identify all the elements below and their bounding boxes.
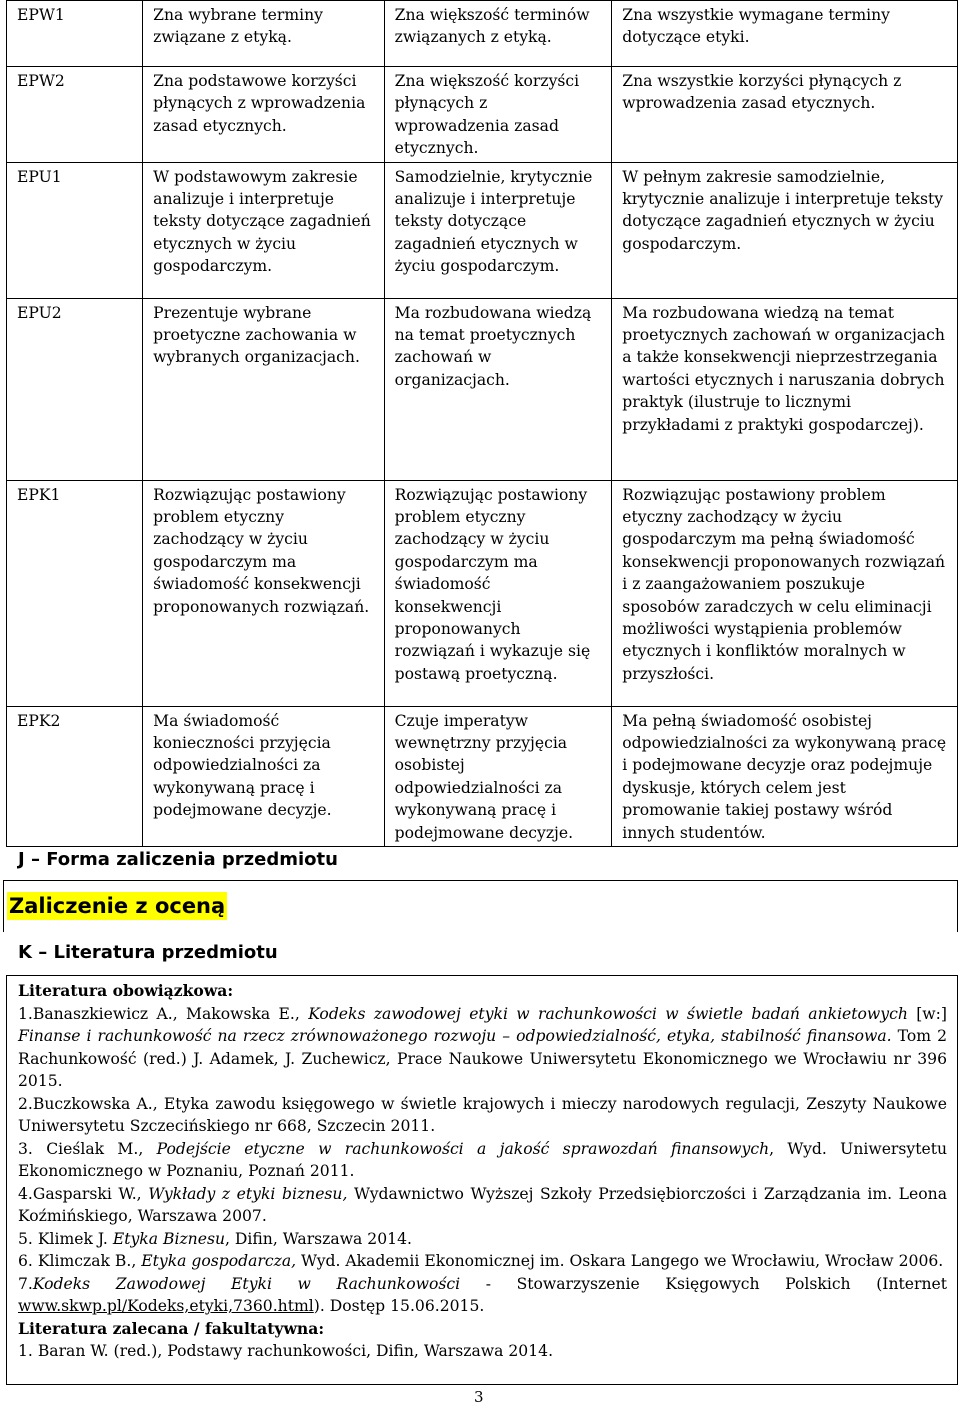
literature-item-text: - Stowarzyszenie Księgowych Polskich (Internet [460, 1274, 947, 1293]
literature-item-text: 1.Banaszkiewicz A., Makowska E., [18, 1004, 309, 1023]
criteria-grade-3: Ma świadomość konieczności przyjęcia odpowiedzialności za wykonywaną pracę i podejmowane decyzje. [143, 706, 384, 846]
literature-item-text: Wyd. Akademii Ekonomicznej im. Oskara Langego we Wrocławiu, Wrocław 2006. [296, 1252, 944, 1270]
criteria-grade-5: W pełnym zakresie samodzielnie, krytycznie analizuje i interpretuje teksty dotyczące zagadnień etycznych w życiu gospodarczym. [612, 162, 958, 298]
criteria-grade-4: Zna większość korzyści płynących z wprowadzenia zasad etycznych. [384, 67, 612, 163]
literature-item-text: , Difin, Warszawa 2014. [225, 1229, 412, 1248]
section-j-heading: J – Forma zaliczenia przedmiotu [18, 849, 338, 870]
criteria-grade-5: Rozwiązując postawiony problem etyczny zachodzący w życiu gospodarczym ma pełną świadomość konsekwencji proponowanych rozwiązań i z zaangażowaniem poszukuje sposobów zaradczych w celu eliminacji możliwości wystąpienia problemów etycznych i konfliktów moralnych w przyszłości. [612, 480, 958, 706]
literature-item [18, 1250, 947, 1273]
literature-item-text: 2.Buczkowska A., Etyka zawodu księgowego w świetle krajowych i mieczy narodowych regulacji, Zeszyty Naukowe Uniwersytetu Szczecińskiego nr 668, Szczecin 2011. [18, 1094, 947, 1135]
literature-item-title: Finanse i rachunkowość na rzecz zrównoważonego rozwoju – odpowiedzialność, etyka, stabilność finansowa. [18, 1027, 892, 1045]
criteria-grade-4: Ma rozbudowana wiedzą na temat proetycznych zachowań w organizacjach. [384, 298, 612, 480]
criteria-grade-5: Ma pełną świadomość osobistej odpowiedzialności za wykonywaną pracę i podejmowane decyzje oraz podejmuje dyskusje, których celem jest promowanie takiej postawy wśród innych studentów. [612, 706, 958, 846]
literature-item-text: Wydawnictwo Wyższej Szkoły Przedsiębiorczości i Zarządzania im. Leona Koźmińskiego, Warszawa 2007. [18, 1184, 947, 1225]
criteria-grade-4: Zna większość terminów związanych z etyką. [384, 1, 612, 67]
table-row [7, 480, 958, 706]
criteria-grade-3: Rozwiązując postawiony problem etyczny zachodzący w życiu gospodarczym ma świadomość konsekwencji proponowanych rozwiązań. [143, 480, 384, 706]
table-row [7, 67, 958, 163]
recommended-literature-label: Literatura zalecana / fakultatywna: [18, 1318, 325, 1338]
literature-item-text: [w:] [907, 1004, 947, 1023]
literature-item-title: Podejście etyczne w rachunkowości a jakość sprawozdań finansowych [156, 1139, 770, 1158]
literature-item [18, 1003, 947, 1093]
literature-item-title: Kodeks zawodowej etyki w rachunkowości w świetle badań ankietowych [308, 1004, 908, 1023]
effect-code: EPU1 [7, 162, 143, 298]
criteria-grade-4: Rozwiązując postawiony problem etyczny zachodzący w życiu gospodarczym ma świadomość konsekwencji proponowanych rozwiązań i wykazuje się postawą proetyczną. [384, 480, 612, 706]
literature-item-text: 7. [18, 1274, 33, 1293]
section-k-heading: K – Literatura przedmiotu [18, 942, 278, 963]
literature-item-title: Wykłady z etyki biznesu, [148, 1184, 348, 1203]
literature-box [6, 975, 958, 1385]
criteria-grade-5: Zna wszystkie wymagane terminy dotyczące etyki. [612, 1, 958, 67]
literature-item [18, 1138, 947, 1183]
table-row [7, 162, 958, 298]
literature-item-text: 4.Gasparski W., [18, 1184, 149, 1203]
literature-item-text: 6. Klimczak B., [18, 1252, 142, 1270]
literature-item-text: ). Dostęp 15.06.2015. [313, 1297, 485, 1315]
literature-item-text: 5. Klimek J. [18, 1229, 113, 1248]
criteria-grade-3: W podstawowym zakresie analizuje i interpretuje teksty dotyczące zagadnień etycznych w życiu gospodarczym. [143, 162, 384, 298]
literature-item-text: 3. Cieślak M., [18, 1139, 157, 1158]
page-number: 3 [474, 1388, 484, 1406]
criteria-grade-3: Zna wybrane terminy związane z etyką. [143, 1, 384, 67]
literature-item [18, 1228, 947, 1251]
learning-effects-table [6, 0, 958, 847]
literature-item-text: , Wyd. Uniwersytetu Ekonomicznego w Poznaniu, Poznań 2011. [18, 1139, 947, 1180]
effect-code: EPK1 [7, 480, 143, 706]
table-row [7, 706, 958, 846]
effect-code: EPW2 [7, 67, 143, 163]
literature-item: 1. Baran W. (red.), Podstawy rachunkowości, Difin, Warszawa 2014. [18, 1342, 554, 1360]
literature-item [18, 1093, 947, 1138]
criteria-grade-4: Czuje imperatyw wewnętrzny przyjęcia osobistej odpowiedzialności za wykonywaną pracę i podejmowane decyzje. [384, 706, 612, 846]
literature-item-title: Etyka gospodarcza, [141, 1252, 297, 1270]
criteria-grade-5: Zna wszystkie korzyści płynących z wprowadzenia zasad etycznych. [612, 67, 958, 163]
literature-item [18, 1273, 947, 1318]
criteria-grade-3: Prezentuje wybrane proetyczne zachowania w wybranych organizacjach. [143, 298, 384, 480]
criteria-grade-5: Ma rozbudowana wiedzą na temat proetycznych zachowań w organizacjach a także konsekwencji nieprzestrzegania wartości etycznych i naruszania dobrych praktyk (ilustruje to licznymi przykładami z praktyki gospodarczej). [612, 298, 958, 480]
table-row [7, 298, 958, 480]
criteria-grade-3: Zna podstawowe korzyści płynących z wprowadzenia zasad etycznych. [143, 67, 384, 163]
grading-form-value: Zaliczenie z oceną [9, 894, 226, 918]
literature-item-text: Tom 2 Rachunkowość (red.) J. Adamek, J. Zuchewicz, Prace Naukowe Uniwersytetu Ekonomicznego we Wrocławiu nr 396 2015. [18, 1027, 948, 1090]
required-literature-label: Literatura obowiązkowa: [18, 981, 234, 1000]
effect-code: EPU2 [7, 298, 143, 480]
literature-item-title: Kodeks Zawodowej Etyki w Rachunkowości [32, 1274, 461, 1293]
literature-item-title: Etyka Biznesu [112, 1229, 225, 1248]
criteria-grade-4: Samodzielnie, krytycznie analizuje i interpretuje teksty dotyczące zagadnień etycznych w życiu gospodarczym. [384, 162, 612, 298]
effect-code: EPK2 [7, 706, 143, 846]
skwp-link[interactable]: www.skwp.pl/Kodeks,etyki,7360.html [18, 1297, 314, 1315]
table-row [7, 1, 958, 67]
effect-code: EPW1 [7, 1, 143, 67]
literature-item [18, 1183, 947, 1228]
